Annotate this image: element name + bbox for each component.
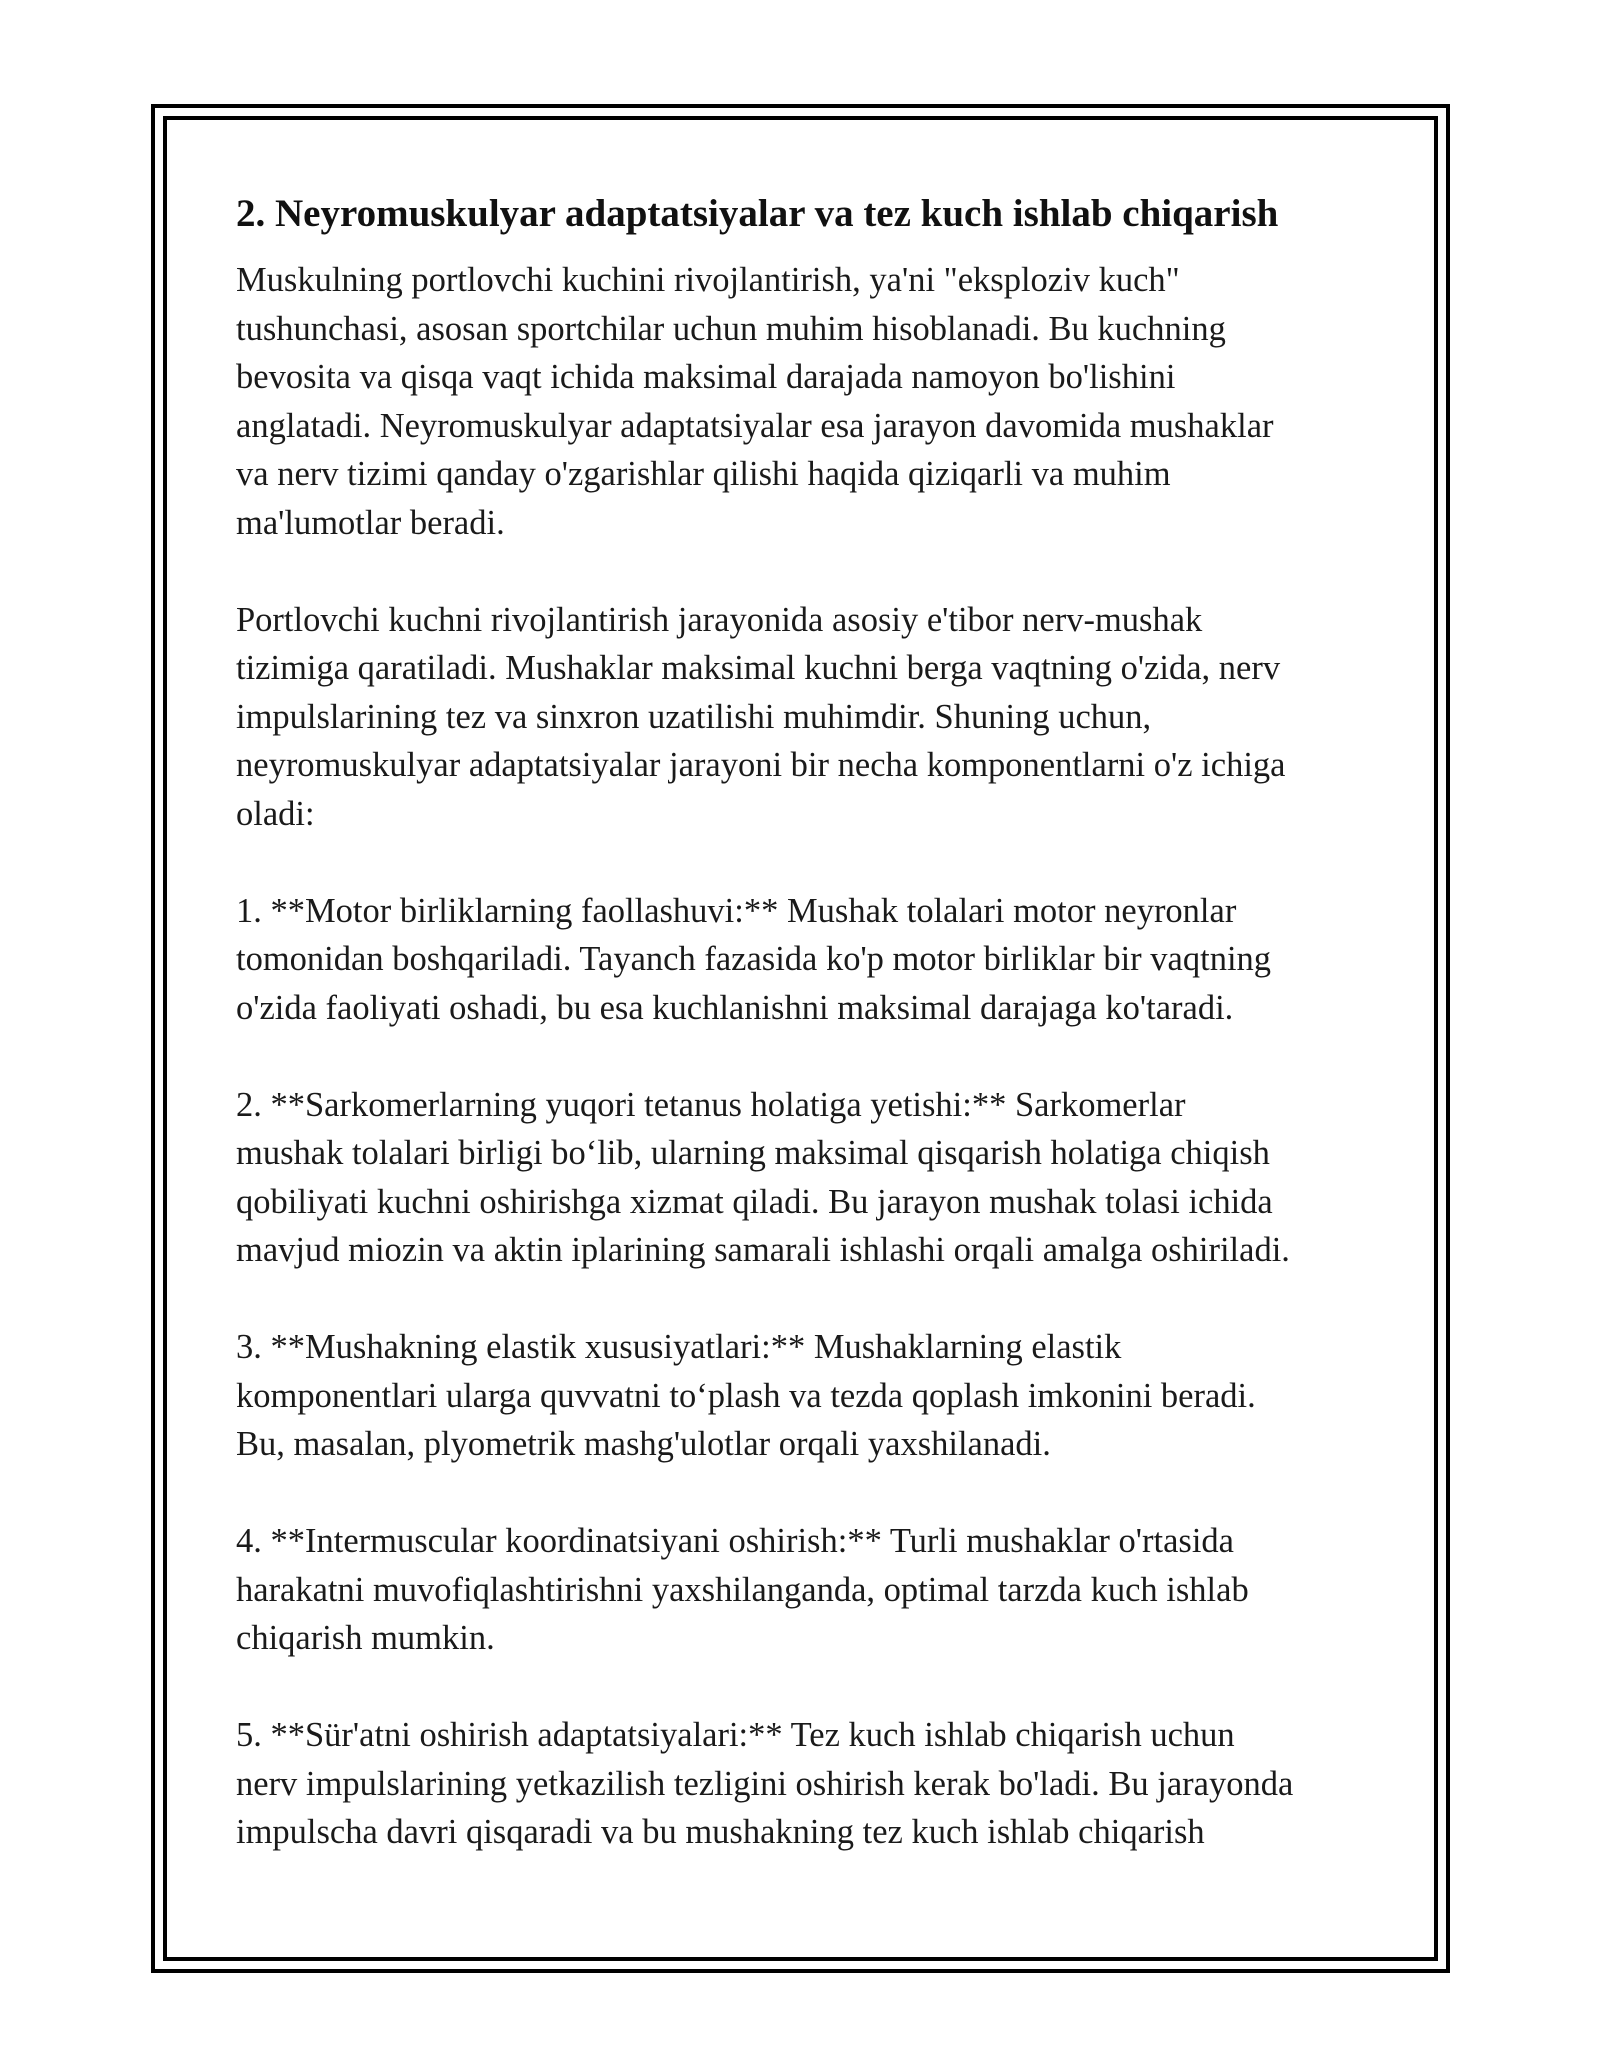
list-item-speed-adaptations: 5. **Sür'atni oshirish adaptatsiyalari:** Tez kuch ishlab chiqarish uchun nerv impulslarining yetkazilish tezligini oshirish kerak bo'ladi. Bu jarayonda impulscha davri qisqaradi va bu mushakning tez kuch ishlab chiqarish [236, 1716, 1294, 1851]
paragraph-intro: Muskulning portlovchi kuchini rivojlantirish, ya'ni "eksploziv kuch" tushunchasi, asosan sportchilar uchun muhim hisoblanadi. Bu kuchning bevosita va qisqa vaqt ichida maksimal darajada namoyon bo'lishini anglatadi. Neyromuskulyar adaptatsiyalar esa jarayon davomida mushaklar va nerv tizimi qanday o'zgarishlar qilishi haqida qiziqarli va muhim ma'lumotlar beradi. [236, 261, 1274, 542]
list-item-sarcomeres: 2. **Sarkomerlarning yuqori tetanus holatiga yetishi:** Sarkomerlar mushak tolalari birligi bo‘lib, ularning maksimal qisqarish holatiga chiqish qobiliyati kuchni oshirishga xizmat qiladi. Bu jarayon mushak tolasi ichida mavjud miozin va aktin iplarining samarali ishlashi orqali amalga oshiriladi. [236, 1085, 1290, 1269]
paragraph-focus: Portlovchi kuchni rivojlantirish jarayonida asosiy e'tibor nerv-mushak tizimiga qaratiladi. Mushaklar maksimal kuchni berga vaqtning o'zida, nerv impulslarining tez va sinxron uzatilishi muhimdir. Shuning uchun, neyromuskulyar adaptatsiyalar jarayoni bir necha komponentlarni o'z ichiga oladi: [236, 600, 1286, 833]
list-item-motor-units: 1. **Motor birliklarning faollashuvi:** Mushak tolalari motor neyronlar tomonidan boshqariladi. Tayanch fazasida ko'p motor birliklar bir vaqtning o'zida faoliyati oshadi, bu esa kuchlanishni maksimal darajaga ko'taradi. [236, 891, 1272, 1027]
document-body [236, 182, 1376, 1905]
section-heading: 2. Neyromuskulyar adaptatsiyalar va tez kuch ishlab chiqarish [236, 192, 1279, 235]
list-item-intermuscular-coordination: 4. **Intermuscular koordinatsiyani oshirish:** Turli mushaklar o'rtasida harakatni muvofiqlashtirishni yaxshilanganda, optimal tarzda kuch ishlab chiqarish mumkin. [236, 1522, 1249, 1657]
list-item-elastic-properties: 3. **Mushakning elastik xususiyatlari:** Mushaklarning elastik komponentlari ularga quvvatni to‘plash va tezda qoplash imkonini beradi. Bu, masalan, plyometrik mashg'ulotlar orqali yaxshilanadi. [236, 1328, 1256, 1463]
